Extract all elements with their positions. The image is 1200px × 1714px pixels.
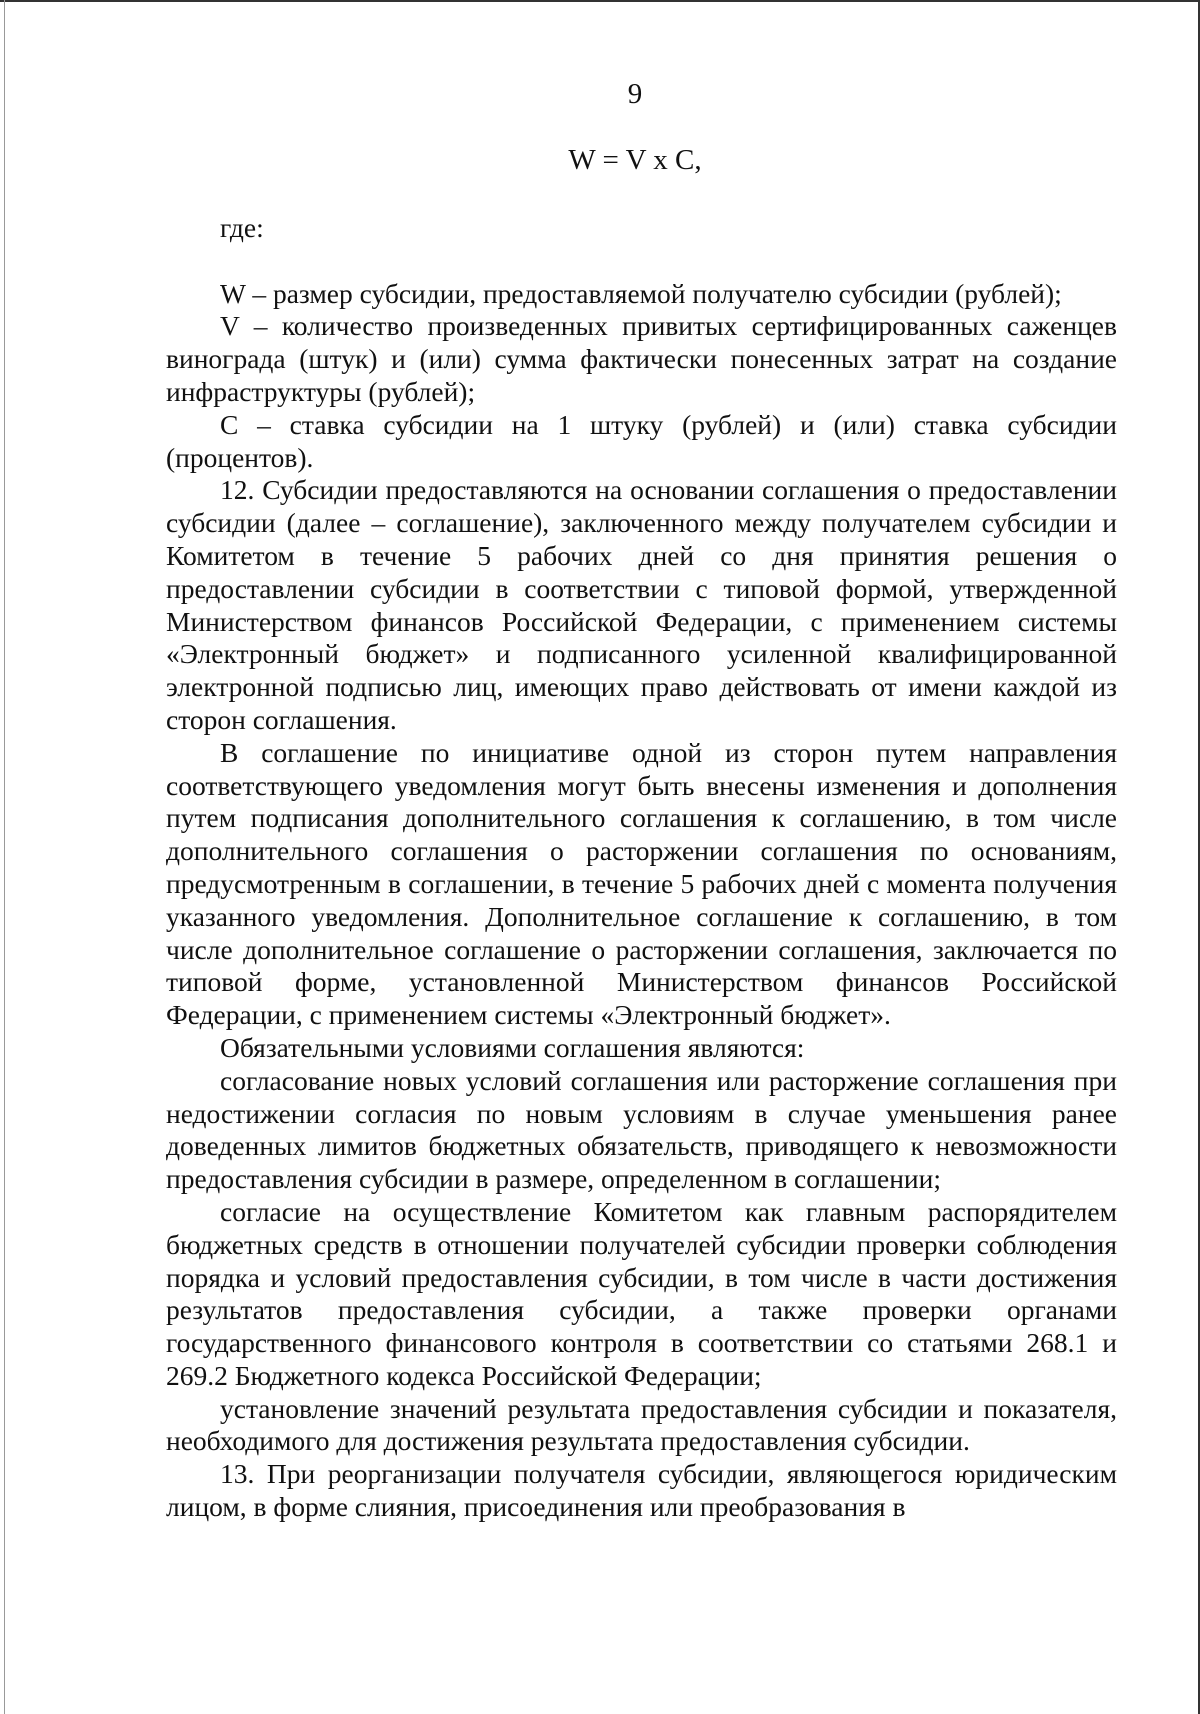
subsidy-formula: W = V x C,	[568, 144, 702, 176]
document-body	[166, 212, 1117, 1524]
paragraph-amendments: В соглашение по инициативе одной из сторон путем направления соответствующего уведомления могут быть внесены изменения и дополнения путем подписания дополнительного соглашения к соглашению, в том числе дополнительного соглашения о расторжении соглашения по основаниям, предусмотренным в соглашении, в течение 5 рабочих дней с момента получения указанного уведомления. Дополнительное соглашение к соглашению, в том числе дополнительное соглашение о расторжении соглашения, заключается по типовой форме, установленной Министерством финансов Российской Федерации, с применением системы «Электронный бюджет».	[166, 736, 1117, 1031]
paragraph-condition-audit-consent: согласие на осуществление Комитетом как главным распорядителем бюджетных средств в отношении получателей субсидии проверки соблюдения порядка и условий предоставления субсидии, в том числе в части достижения результатов предоставления субсидии, а также проверки органами государственного финансового контроля в соответствии со статьями 268.1 и 269.2 Бюджетного кодекса Российской Федерации;	[166, 1195, 1117, 1391]
paragraph-definition-v: V – количество произведенных привитых сертифицированных саженцев винограда (штук) и (или) сумма фактически понесенных затрат на создание инфраструктуры (рублей);	[166, 310, 1117, 407]
paragraph-definition-w: W – размер субсидии, предоставляемой получателю субсидии (рублей);	[220, 277, 1062, 309]
paragraph-where: где:	[220, 212, 264, 243]
paragraph-condition-result-values: установление значений результата предоставления субсидии и показателя, необходимого для достижения результата предоставления субсидии.	[166, 1392, 1117, 1457]
scan-left-edge	[4, 0, 5, 1714]
paragraph-clause-12: 12. Субсидии предоставляются на основании соглашения о предоставлении субсидии (далее – соглашение), заключенного между получателем субсидии и Комитетом в течение 5 рабочих дней со дня принятия решения о предоставлении субсидии в соответствии с типовой формой, утвержденной Министерством финансов Российской Федерации, с применением системы «Электронный бюджет» и подписанного усиленной квалифицированной электронной подписью лиц, имеющих право действовать от имени каждой из сторон соглашения.	[166, 474, 1117, 735]
page-number: 9	[627, 78, 643, 110]
paragraph-definition-c: С – ставка субсидии на 1 штуку (рублей) и (или) ставка субсидии (процентов).	[166, 408, 1117, 473]
paragraph-condition-new-terms: согласование новых условий соглашения или расторжение соглашения при недостижении согласия по новым условиям в случае уменьшения ранее доведенных лимитов бюджетных обязательств, приводящего к невозможности предоставления субсидии в размере, определенном в соглашении;	[166, 1064, 1117, 1195]
paragraph-clause-13: 13. При реорганизации получателя субсидии, являющегося юридическим лицом, в форме слияния, присоединения или преобразования в	[166, 1458, 1117, 1523]
paragraph-mandatory-conditions: Обязательными условиями соглашения являются:	[220, 1031, 805, 1063]
